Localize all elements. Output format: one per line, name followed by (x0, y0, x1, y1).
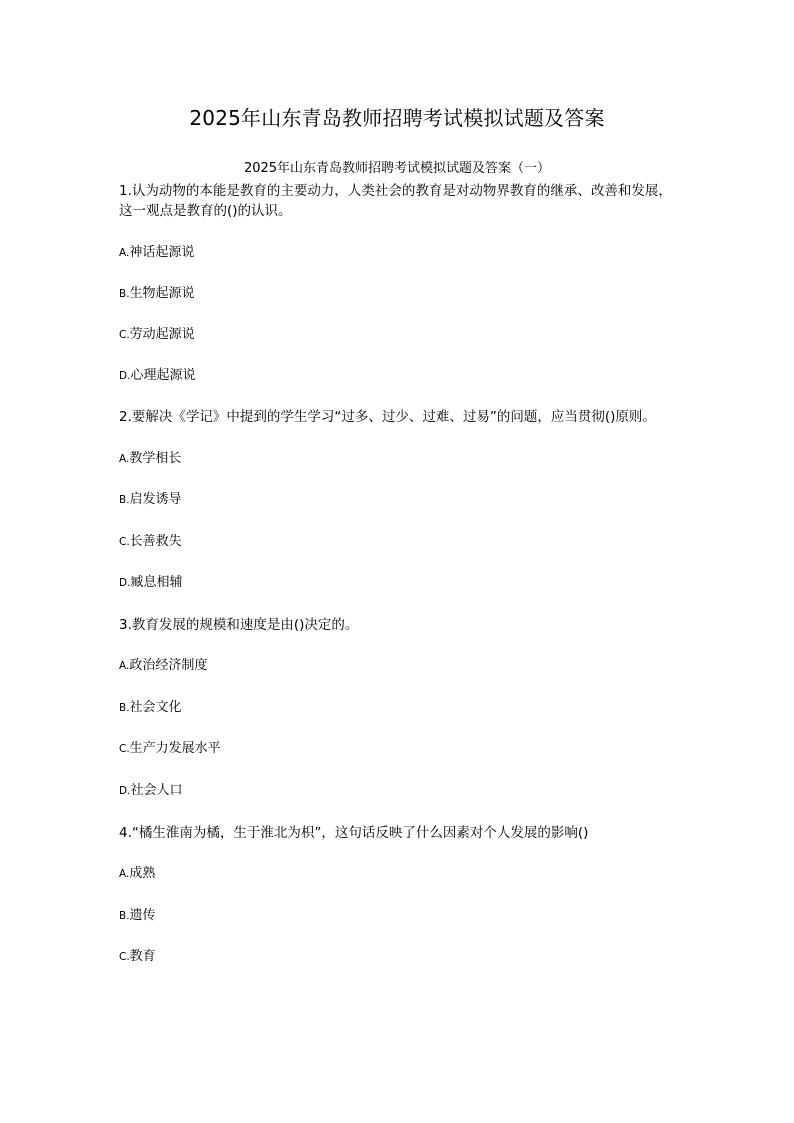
question-2-stem: 2.要解决《学记》中提到的学生学习“过多、过少、过难、过易”的问题，应当贯彻()原则。 (119, 409, 656, 425)
option-text: 政治经济制度 (129, 658, 208, 673)
question-3-stem: 3.教育发展的规模和速度是由()决定的。 (119, 617, 359, 633)
option-letter: A. (119, 453, 130, 465)
option-text: 社会文化 (129, 700, 182, 715)
option-text: 教育 (129, 949, 156, 964)
question-list (119, 181, 679, 967)
option-letter: B. (119, 702, 130, 714)
question-3-option-c (119, 739, 679, 759)
option-text: 启发诱导 (129, 492, 182, 507)
option-text: 长善救失 (129, 534, 182, 549)
option-letter: C. (119, 536, 130, 548)
question-2-option-c (119, 532, 679, 552)
option-text: 臧息相辅 (130, 575, 183, 590)
question-2-option-a (119, 449, 679, 469)
question-1-option-b (119, 284, 679, 304)
question-4-option-a (119, 864, 679, 884)
question-1-option-c (119, 325, 679, 345)
question-1-option-a (119, 243, 679, 263)
section-title: 2025年山东青岛教师招聘考试模拟试题及答案（一） (243, 161, 551, 176)
option-letter: A. (119, 660, 130, 672)
option-letter: C. (119, 951, 130, 963)
option-letter: D. (119, 785, 131, 797)
option-letter: C. (119, 743, 130, 755)
option-letter: D. (119, 370, 131, 382)
option-text: 成熟 (129, 866, 156, 881)
option-letter: D. (119, 577, 131, 589)
option-letter: A. (119, 868, 130, 880)
option-text: 教学相长 (129, 451, 182, 466)
option-text: 神话起源说 (129, 245, 195, 260)
option-letter: B. (119, 910, 130, 922)
option-letter: B. (119, 288, 130, 300)
question-3-option-d (119, 781, 679, 801)
question-4-option-b (119, 906, 679, 926)
question-4-stem: 4.“橘生淮南为橘，生于淮北为枳”，这句话反映了什么因素对个人发展的影响() (119, 825, 589, 841)
option-letter: B. (119, 494, 130, 506)
question-1-option-d (119, 366, 679, 386)
option-text: 心理起源说 (130, 368, 196, 383)
question-1-stem: 1.认为动物的本能是教育的主要动力，人类社会的教育是对动物界教育的继承、改善和发展，这一观点是教育的()的认识。 (119, 183, 672, 219)
option-text: 生物起源说 (129, 286, 195, 301)
question-2-option-b (119, 490, 679, 510)
question-4-option-c (119, 947, 679, 967)
option-text: 社会人口 (130, 783, 183, 798)
question-3-option-a (119, 656, 679, 676)
document-title: 2025年山东青岛教师招聘考试模拟试题及答案 (189, 106, 605, 130)
option-letter: C. (119, 329, 130, 341)
option-text: 劳动起源说 (129, 327, 195, 342)
option-text: 生产力发展水平 (129, 741, 221, 756)
question-2-option-d (119, 573, 679, 593)
question-3-option-b (119, 698, 679, 718)
option-letter: A. (119, 247, 130, 259)
option-text: 遗传 (129, 908, 156, 923)
